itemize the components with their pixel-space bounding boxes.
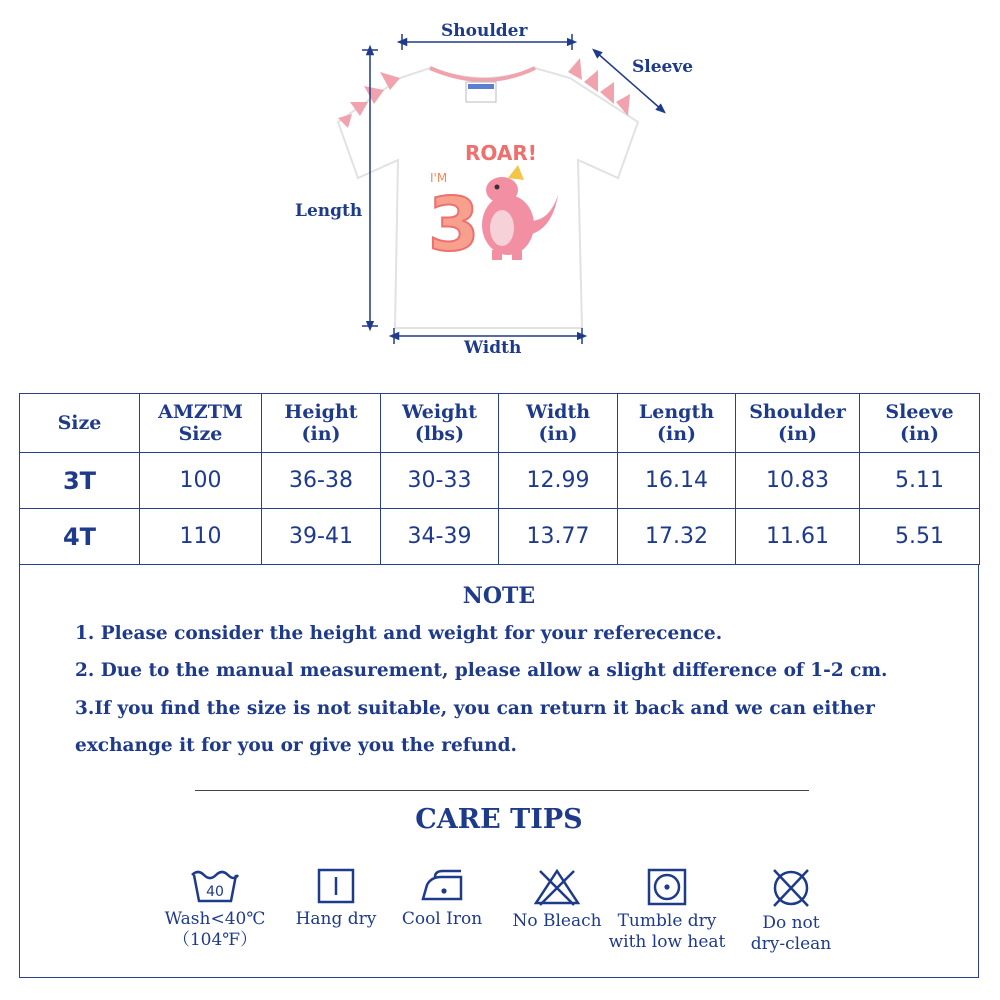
- care-item-iron: [377, 867, 507, 930]
- no-bleach-icon: [532, 867, 582, 907]
- table-cell: 30-33: [381, 453, 499, 509]
- header-sleeve: Sleeve (in): [860, 394, 980, 453]
- table-cell: 11.61: [736, 509, 860, 565]
- size-chart-table: [19, 393, 980, 565]
- table-cell: 39-41: [262, 509, 381, 565]
- shoulder-label: Shoulder: [441, 21, 528, 41]
- table-cell: 17.32: [618, 509, 736, 565]
- header-length: Length (in): [618, 394, 736, 453]
- care-label: Do not dry-clean: [750, 913, 832, 954]
- table-cell: 100: [140, 453, 262, 509]
- care-label: Cool Iron: [401, 909, 483, 929]
- care-label: Wash<40℃ （104℉）: [164, 909, 266, 950]
- width-label: Width: [464, 338, 522, 358]
- table-cell: 36-38: [262, 453, 381, 509]
- iron-icon: [417, 867, 467, 905]
- length-label: Length: [295, 201, 363, 221]
- note-line: 2. Due to the manual measurement, please allow a slight difference of 1-2 cm.: [75, 660, 888, 681]
- table-row: [20, 509, 980, 565]
- svg-text:40: 40: [206, 884, 224, 900]
- table-cell: 3T: [20, 453, 140, 509]
- header-height: Height (in): [262, 394, 381, 453]
- header-width: Width (in): [499, 394, 618, 453]
- measurement-diagram: [280, 10, 700, 375]
- table-cell: 5.11: [860, 453, 980, 509]
- table-row: [20, 453, 980, 509]
- tshirt-icon: [338, 68, 638, 328]
- number-three: 3: [428, 182, 480, 268]
- table-cell: 110: [140, 509, 262, 565]
- note-line: 1. Please consider the height and weight for your referecence.: [75, 623, 723, 644]
- header-shoulder: Shoulder (in): [736, 394, 860, 453]
- note-title: NOTE: [462, 583, 536, 609]
- note-line: exchange it for you or give you the refund.: [75, 735, 517, 756]
- care-label: No Bleach: [512, 911, 602, 931]
- info-panel: [19, 564, 979, 978]
- table-cell: 4T: [20, 509, 140, 565]
- header-weight: Weight (lbs): [381, 394, 499, 453]
- table-header-row: [20, 394, 980, 453]
- header-size: Size: [20, 394, 140, 453]
- divider: [195, 790, 809, 791]
- table-cell: 34-39: [381, 509, 499, 565]
- tumble-dry-icon: [646, 867, 688, 907]
- note-line: 3.If you find the size is not suitable, you can return it back and we can either: [75, 698, 875, 719]
- care-item-wash: [150, 867, 280, 951]
- table-cell: 13.77: [499, 509, 618, 565]
- no-dry-clean-icon: [768, 867, 814, 909]
- table-cell: 12.99: [499, 453, 618, 509]
- im-text: I'M: [430, 171, 448, 185]
- table-cell: 5.51: [860, 509, 980, 565]
- table-cell: 16.14: [618, 453, 736, 509]
- table-cell: 10.83: [736, 453, 860, 509]
- header-amztm-size: AMZTM Size: [140, 394, 262, 453]
- care-item-tumble-dry: [602, 867, 732, 953]
- care-tips-title: CARE TIPS: [415, 804, 583, 835]
- sleeve-label: Sleeve: [632, 57, 694, 77]
- care-label: Tumble dry with low heat: [608, 911, 726, 952]
- roar-text: ROAR!: [465, 141, 537, 165]
- wash-tub-icon: [190, 867, 240, 905]
- care-label: Hang dry: [295, 909, 377, 929]
- care-item-no-dry-clean: [726, 867, 856, 955]
- hang-dry-icon: [316, 867, 356, 905]
